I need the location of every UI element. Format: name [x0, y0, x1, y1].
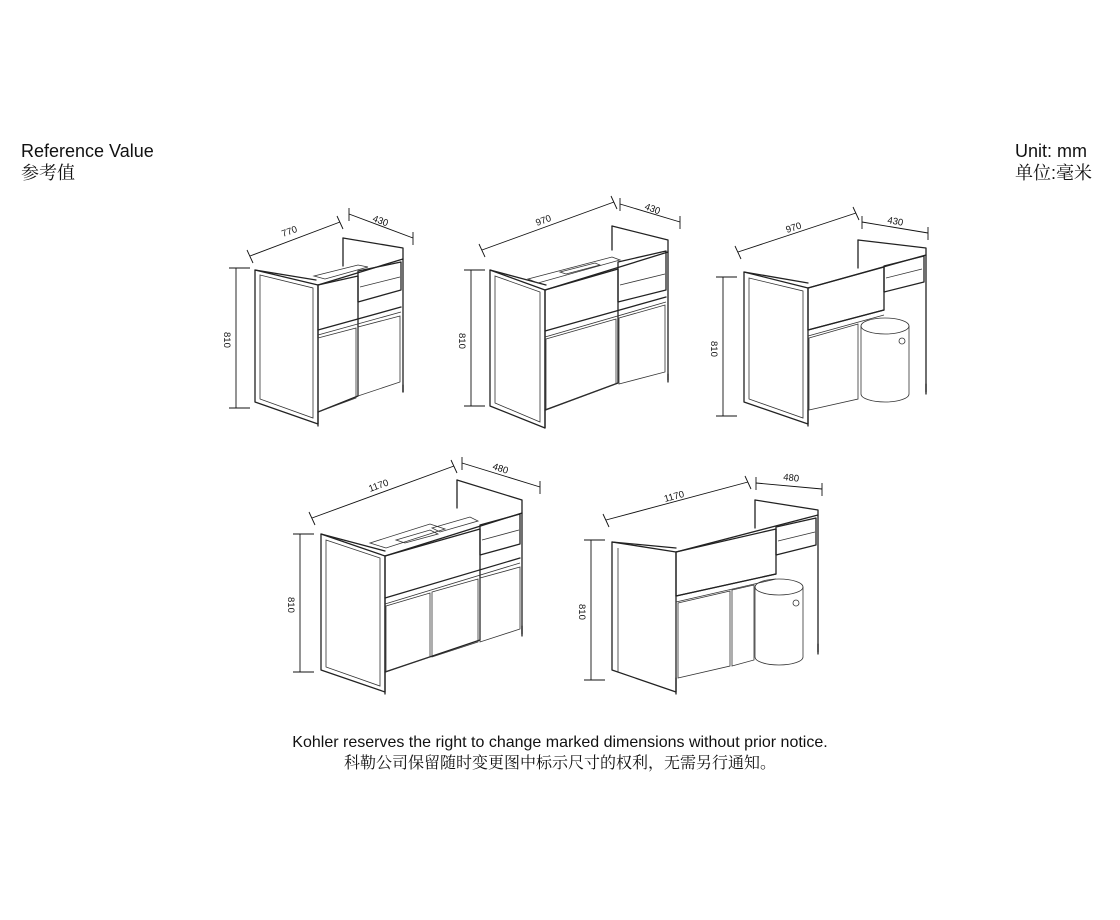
- cabinet-970-a: [456, 196, 680, 428]
- dim-depth-1170-b-text: 480: [782, 472, 800, 485]
- dim-depth-970-b: [862, 215, 928, 240]
- dim-height-1170-a-text: 810: [285, 597, 296, 613]
- dim-height-770: [221, 268, 250, 408]
- dim-height-770-text: 810: [221, 332, 232, 348]
- reference-value-zh: 参考值: [21, 163, 75, 183]
- disclaimer-zh: 科勒公司保留随时变更图中标示尺寸的权利，无需另行通知。: [343, 755, 776, 772]
- dim-width-770: [247, 216, 343, 263]
- unit-en: Unit: mm: [1014, 141, 1087, 161]
- dim-width-1170-a-text: 1170: [367, 477, 391, 495]
- cabinet-770: [221, 208, 413, 426]
- dim-width-1170-b-text: 1170: [662, 488, 686, 505]
- dim-height-1170-b: [576, 540, 605, 680]
- dim-depth-770: [349, 208, 413, 245]
- cabinet-1170-b-body: [612, 500, 818, 694]
- dim-height-1170-b-text: 810: [576, 604, 587, 620]
- dim-depth-1170-a-text: 480: [491, 461, 510, 477]
- dim-width-970-b: [735, 207, 859, 259]
- dim-depth-970-b-text: 430: [886, 215, 905, 229]
- dim-width-1170-b: [603, 476, 751, 527]
- cabinet-970-b-body: [744, 240, 926, 426]
- dim-height-970-b-text: 810: [708, 341, 719, 357]
- cabinet-1170-b: [576, 472, 822, 694]
- dim-depth-770-text: 430: [370, 213, 390, 230]
- cabinet-970-b: [708, 207, 928, 426]
- dim-width-770-text: 770: [280, 224, 299, 240]
- unit-zh: 单位:毫米: [1014, 163, 1092, 183]
- waste-bin-icon: [861, 318, 909, 402]
- reference-value-en: Reference Value: [21, 141, 154, 161]
- cabinet-1170-a-body: [321, 480, 522, 694]
- waste-bin-icon: [755, 579, 803, 665]
- dim-height-1170-a: [285, 534, 314, 672]
- dim-height-970-a: [456, 270, 485, 406]
- cabinet-970-a-body: [490, 226, 668, 428]
- dim-height-970-a-text: 810: [456, 333, 467, 349]
- disclaimer-en: Kohler reserves the right to change marked dimensions without prior notice.: [292, 734, 828, 751]
- dim-depth-1170-b: [756, 472, 822, 496]
- cabinet-770-body: [255, 238, 403, 426]
- dim-width-970-b-text: 970: [784, 220, 804, 236]
- dim-depth-1170-a: [462, 457, 540, 494]
- dim-width-970-a-text: 970: [534, 213, 553, 229]
- dim-width-1170-a: [309, 460, 457, 525]
- disclaimer: [0, 732, 1120, 774]
- cabinet-1170-a: [285, 457, 540, 694]
- dim-depth-970-a: [620, 198, 680, 229]
- dim-height-970-b: [708, 277, 737, 416]
- dim-width-970-a: [479, 196, 617, 257]
- dim-depth-970-a-text: 430: [642, 201, 662, 218]
